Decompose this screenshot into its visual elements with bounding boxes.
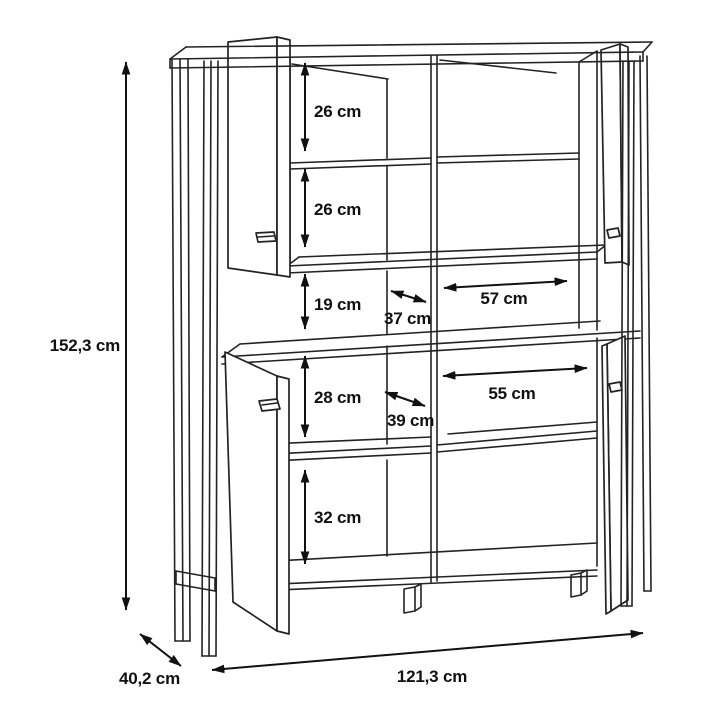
upper-left-door xyxy=(228,37,290,277)
lower-right-door xyxy=(602,336,628,614)
upper-right-door-handle xyxy=(607,228,620,238)
open-middle-width-label: 57 cm xyxy=(480,289,528,308)
open-middle-depth-label: 37 cm xyxy=(384,309,432,328)
upper-left-door-handle xyxy=(256,232,276,242)
lower-width-label: 55 cm xyxy=(488,384,536,403)
open-middle-height-label: 19 cm xyxy=(314,295,362,314)
lower-depth-label: 39 cm xyxy=(387,411,435,430)
lower-left-door-handle xyxy=(259,399,280,411)
upper-second-height-label: 26 cm xyxy=(314,200,362,219)
overall-width-label: 121,3 cm xyxy=(396,667,468,686)
upper-right-door xyxy=(601,44,629,265)
lower-left-door xyxy=(225,352,289,634)
overall-height-label: 152,3 cm xyxy=(49,336,120,355)
lower-second-height-label: 32 cm xyxy=(314,508,362,527)
lower-first-height-label: 28 cm xyxy=(314,388,362,407)
overall-depth-label: 40,2 cm xyxy=(119,669,180,688)
lower-right-door-handle xyxy=(609,382,622,392)
upper-first-height-label: 26 cm xyxy=(314,102,362,121)
